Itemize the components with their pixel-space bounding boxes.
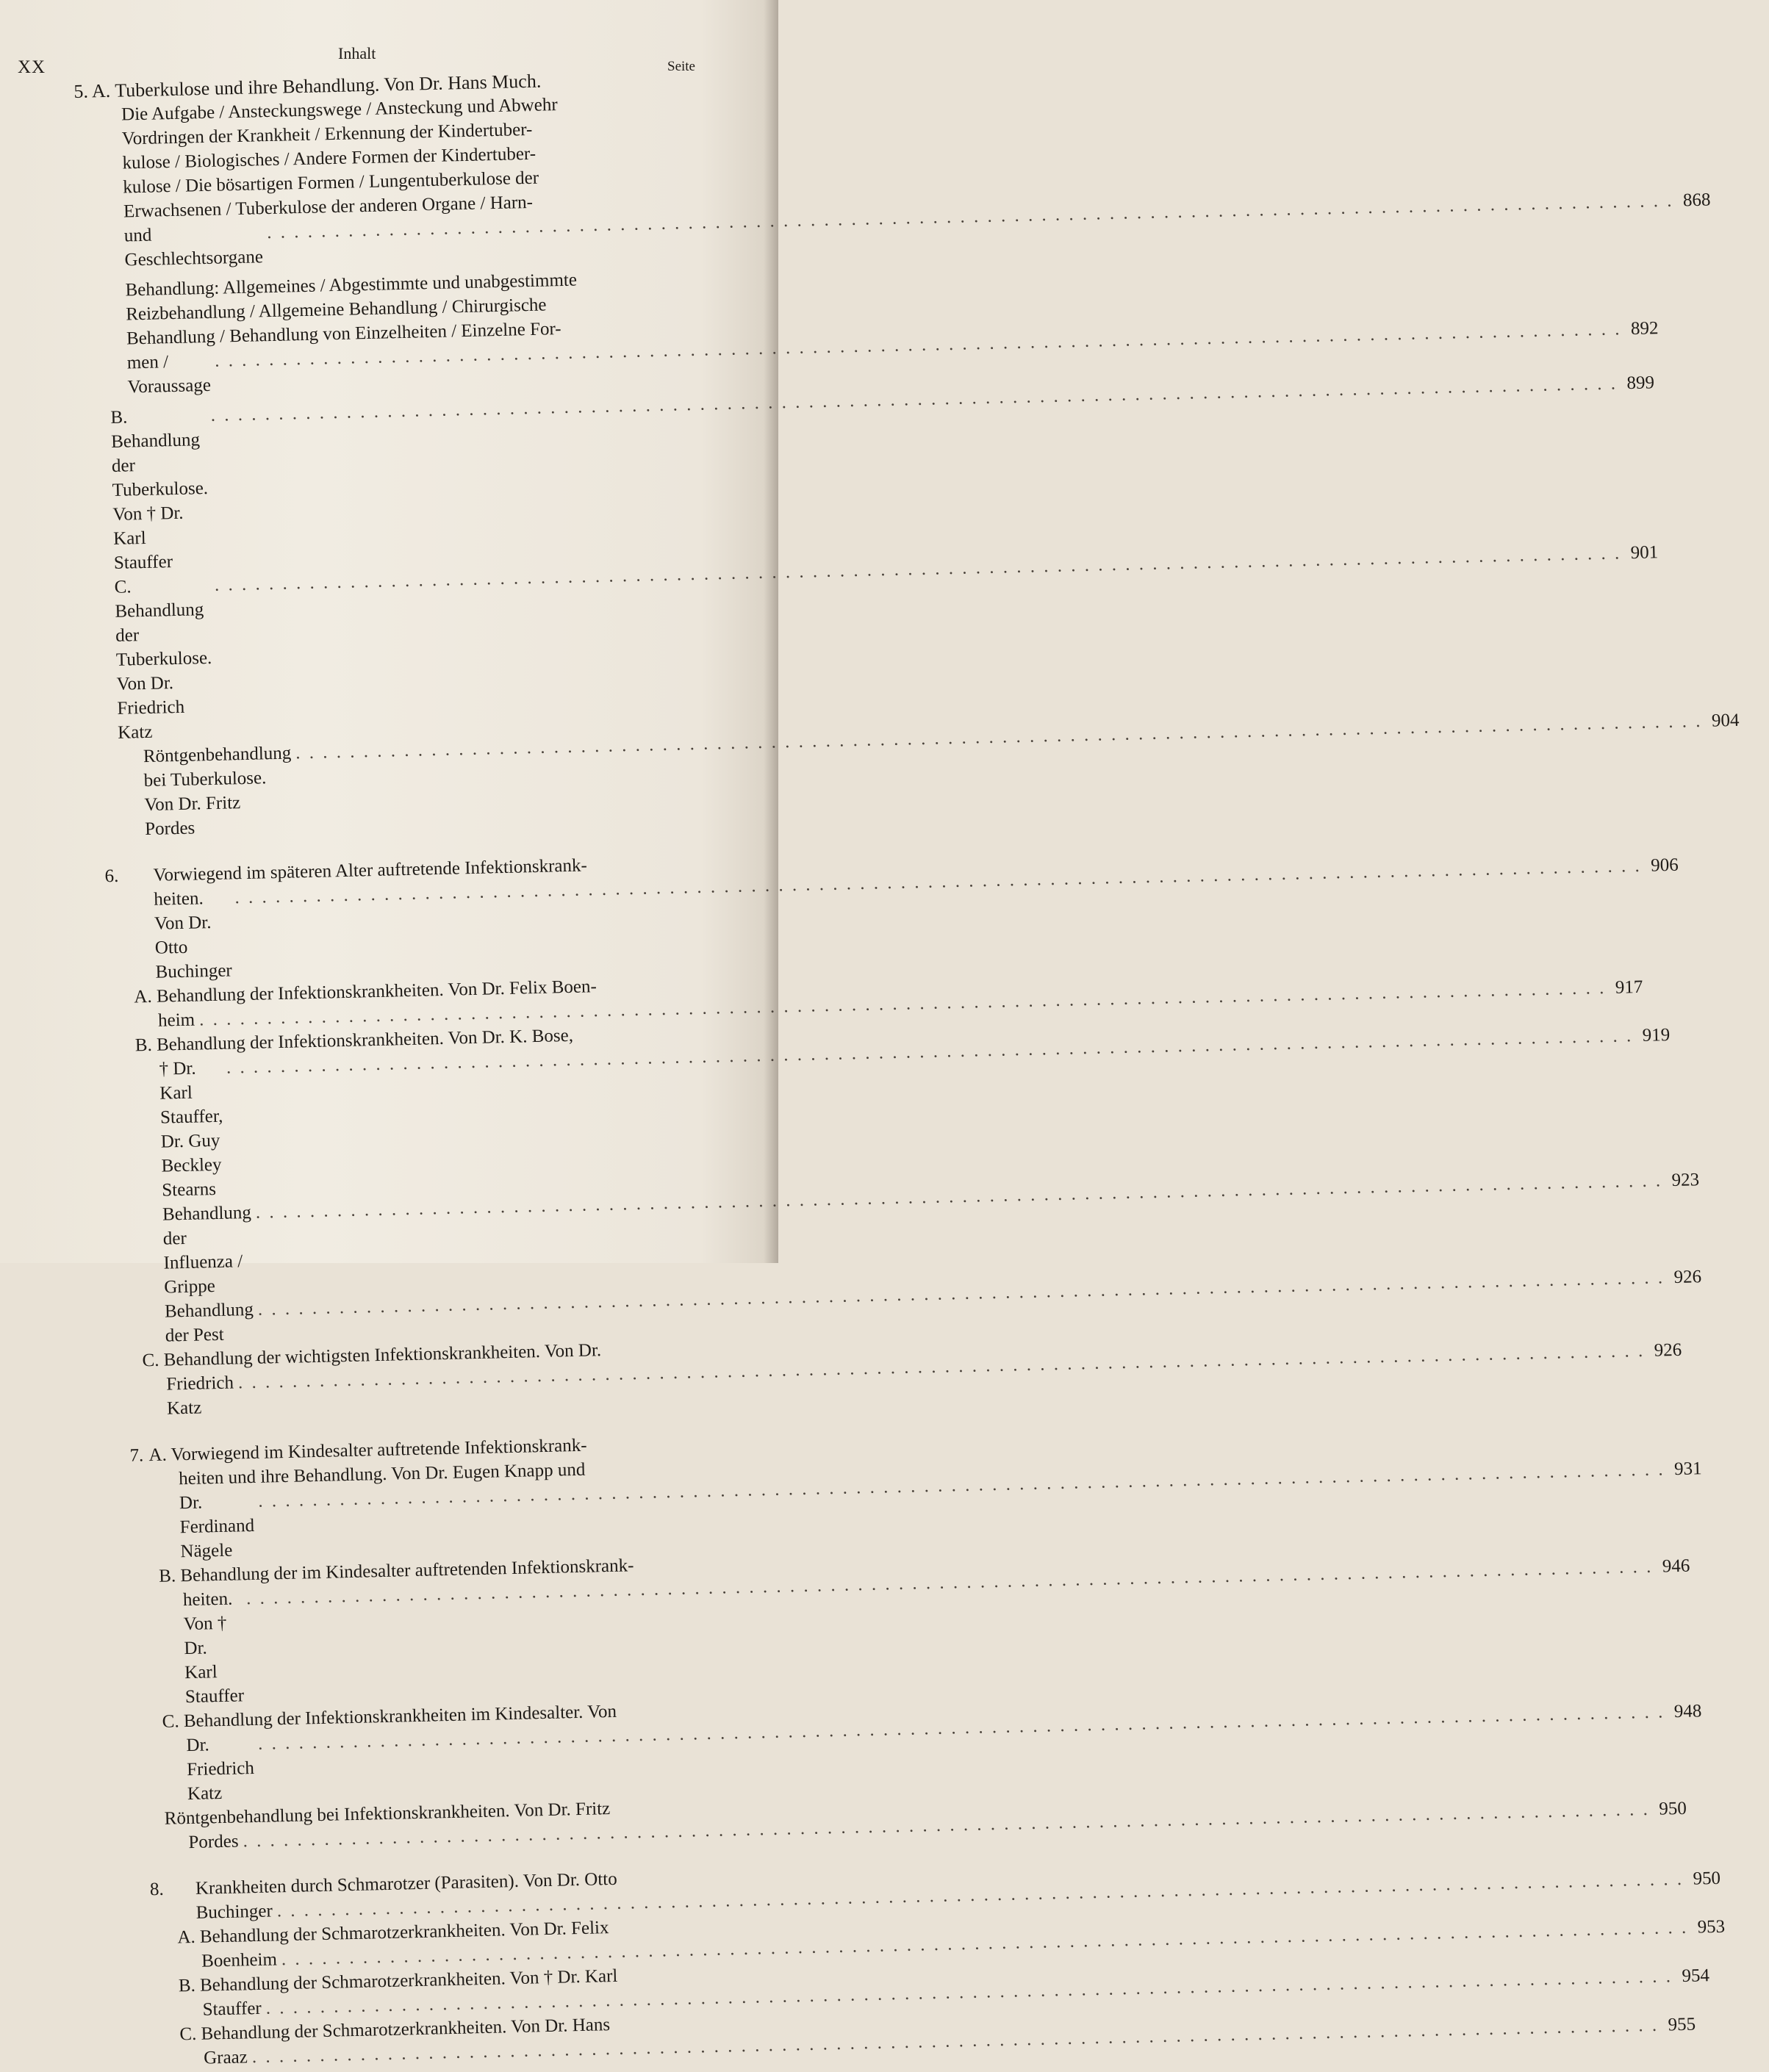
section-heading-text: A. Vorwiegend im Kindesalter auftretende Infektionskrank-: [148, 1435, 587, 1466]
toc-line: C. Behandlung der Infektionskrankheiten im Kindesalter. Von: [162, 1701, 617, 1732]
toc-line: A. Behandlung der Infektionskrankheiten. Von Dr. Felix Boen-: [134, 976, 598, 1007]
toc-line: Behandlung / Behandlung von Einzelheiten / Einzelne For-: [126, 319, 561, 349]
page-ref: 946: [1662, 1555, 1690, 1577]
running-title: Inhalt: [338, 44, 376, 62]
page-ref: 953: [1697, 1916, 1726, 1938]
toc-line: Behandlung: Allgemeines / Abgestimmte und unabgestimmte: [125, 270, 578, 301]
section-number: 5.: [73, 80, 89, 102]
page-ref: 955: [1668, 2014, 1696, 2035]
section-heading-text: Vorwiegend im späteren Alter auftretende Infektionskrank-: [153, 855, 588, 885]
page-ref: 923: [1671, 1170, 1700, 1191]
table-of-contents: [73, 65, 1740, 2072]
section-number: 8.: [149, 1879, 164, 1900]
entry-text: † Dr. Karl Stauffer, Dr. Guy Beckley Stearns: [159, 1058, 223, 1201]
toc-line: C. Behandlung der Schmarotzerkrankheiten. Von Dr. Hans: [179, 2015, 611, 2045]
section-number: 7.: [129, 1445, 144, 1466]
entry-text: und Geschlechtsorgane: [123, 225, 264, 270]
entry-text: Pordes: [188, 1831, 239, 1853]
toc-line: A. Behandlung der Schmarotzerkrankheiten. Von Dr. Felix: [177, 1918, 609, 1948]
entry-text: B. Behandlung der Tuberkulose. Von † Dr. Karl Stauffer: [110, 407, 209, 573]
page-ref: 926: [1673, 1267, 1702, 1288]
entry-text: Boenheim: [201, 1949, 278, 1971]
entry-text: heiten. Von Dr. Otto Buchinger: [154, 888, 233, 982]
entry-text: Behandlung der Pest: [164, 1299, 254, 1346]
toc-entry-row: [85, 542, 1659, 746]
page-number: XX: [18, 57, 46, 77]
toc-line: B. Behandlung der Infektionskrankheiten. Von Dr. K. Bose,: [134, 1025, 574, 1056]
toc-section-5: [73, 65, 1740, 842]
toc-line: kulose / Biologisches / Andere Formen der Kindertuber-: [122, 143, 537, 173]
page-ref: 950: [1658, 1798, 1687, 1819]
toc-section-7: [104, 1430, 1702, 1857]
entry-text: heim: [157, 1010, 195, 1031]
toc-line: C. Behandlung der wichtigsten Infektionskrankheiten. Von Dr.: [142, 1340, 602, 1371]
page-ref: 904: [1711, 710, 1740, 731]
entry-text: Stauffer: [202, 1998, 262, 2020]
page-ref: 950: [1693, 1868, 1721, 1889]
page-ref: 868: [1682, 190, 1711, 211]
toc-line: kulose / Die bösartigen Formen / Lungentuberkulose der: [123, 168, 539, 198]
toc-line: B. Behandlung der Schmarotzerkrankheiten. Von † Dr. Karl: [178, 1965, 618, 1996]
toc-line: Reizbehandlung / Allgemeine Behandlung / Chirurgische: [125, 295, 547, 325]
entry-text: Friedrich Katz: [166, 1373, 234, 1419]
entry-text: Dr. Friedrich Katz: [186, 1735, 255, 1805]
entry-text: Röntgenbehandlung bei Tuberkulose. Von Dr. Fritz Pordes: [143, 743, 292, 840]
entry-text: C. Behandlung der Tuberkulose. Von Dr. Friedrich Katz: [114, 577, 212, 743]
entry-text: heiten. Von † Dr. Karl Stauffer: [182, 1589, 245, 1708]
section-heading-text: A. Tuberkulose und ihre Behandlung. Von Dr. Hans Much.: [91, 70, 542, 102]
toc-line: B. Behandlung der im Kindesalter auftretenden Infektionskrank-: [158, 1555, 634, 1586]
page-ref: 901: [1630, 542, 1659, 564]
entry-text: Buchinger: [195, 1901, 273, 1923]
section-number: 6.: [104, 866, 119, 887]
entry-text: Graaz: [203, 2047, 248, 2068]
toc-section-6: [91, 850, 1702, 1422]
page-ref: 926: [1654, 1339, 1682, 1361]
page-ref: 906: [1650, 855, 1679, 876]
page-ref: 931: [1673, 1458, 1702, 1480]
section-heading-text: Krankheiten durch Schmarotzer (Parasiten). Von Dr. Otto: [195, 1868, 618, 1899]
page-ref: 919: [1642, 1025, 1671, 1046]
toc-line: Röntgenbehandlung bei Infektionskrankheiten. Von Dr. Fritz: [164, 1799, 611, 1829]
toc-entry-row: [89, 710, 1740, 843]
page-ref: 892: [1630, 318, 1659, 339]
toc-line: heiten und ihre Behandlung. Von Dr. Eugen Knapp und: [178, 1459, 586, 1489]
entry-text: men / Voraussage: [126, 352, 212, 398]
entry-text: Dr. Ferdinand Nägele: [179, 1492, 255, 1562]
toc-line: Erwachsenen / Tuberkulose der anderen Organe / Harn-: [123, 192, 534, 222]
toc-line: Die Aufgabe / Ansteckungswege / Ansteckung und Abwehr: [121, 95, 558, 125]
page-column-label: Seite: [667, 59, 695, 74]
page-ref: 948: [1673, 1701, 1702, 1722]
entry-text: Behandlung der Influenza / Grippe: [162, 1202, 252, 1298]
page-edge-shadow: [764, 0, 778, 1263]
toc-section-8: [115, 1864, 1726, 2072]
page-ref: 899: [1626, 373, 1655, 394]
toc-line: Vordringen der Krankheit / Erkennung der Kindertuber-: [121, 119, 533, 149]
page-ref: 917: [1615, 976, 1643, 998]
page-ref: 954: [1682, 1965, 1710, 1987]
